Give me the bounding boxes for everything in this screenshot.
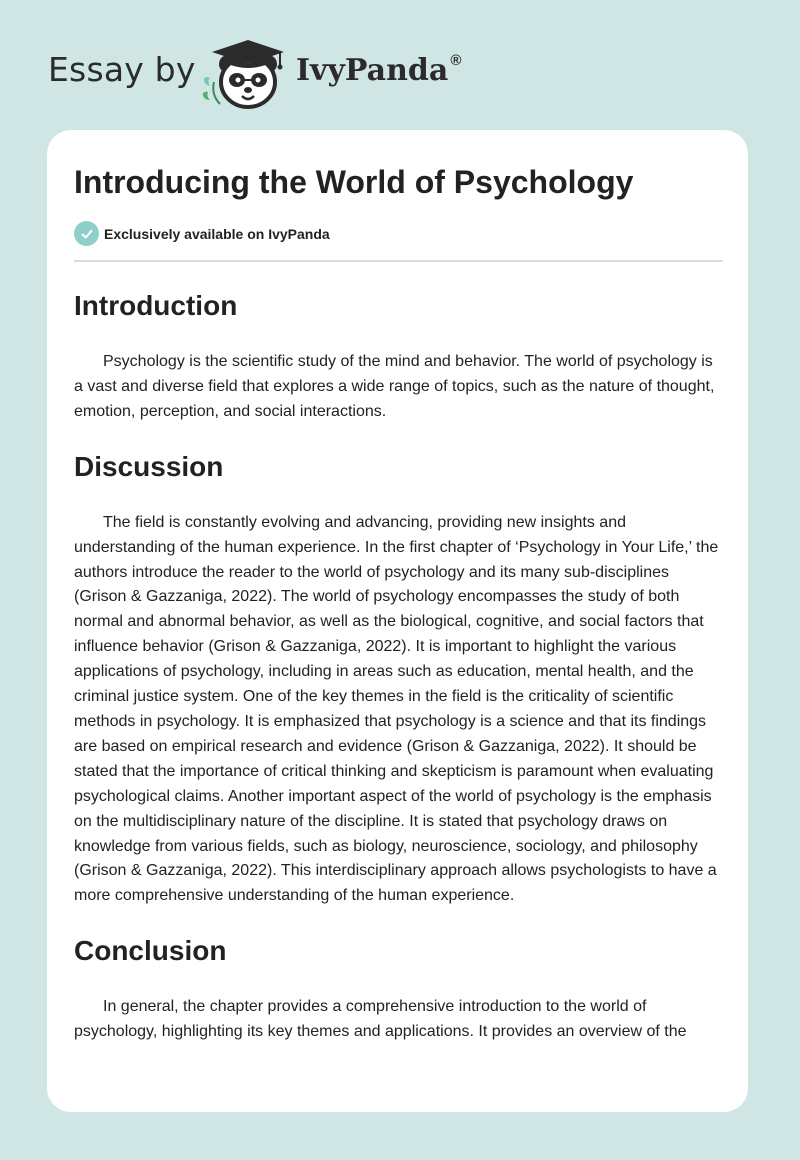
panda-logo-icon[interactable] — [198, 34, 292, 110]
exclusive-badge-label: Exclusively available on IvyPanda — [104, 225, 330, 242]
section-heading: Discussion — [74, 450, 224, 482]
brand-name[interactable]: IvyPanda ® — [296, 52, 462, 88]
exclusive-badge — [74, 221, 330, 246]
section-paragraph: In general, the chapter provides a comprehensive introduction to the world of psychology, highlighting its key themes and applications. It provides an overview of the — [74, 998, 687, 1041]
essay-body — [74, 280, 723, 1045]
section-discussion — [74, 445, 723, 910]
section-heading: Introduction — [74, 290, 238, 321]
site-header — [0, 0, 800, 125]
title-divider — [74, 260, 723, 262]
essay-by-label: Essay by — [48, 50, 196, 89]
checkmark-icon — [74, 221, 99, 246]
essay-card — [47, 130, 748, 1112]
section-paragraph: The field is constantly evolving and advancing, providing new insights and understanding of the human experience. In the first chapter of ‘Psychology in Your Life,’ the authors introduce the reader to the world of psychology and its many sub-disciplines (Grison & Gazzaniga, 2022). The world of psychology encompasses the study of both normal and abnormal behavior, as well as the biological, cognitive, and social factors that influence behavior (Grison & Gazzaniga, 2022). It is important to highlight the various applications of psychology, including in areas such as education, mental health, and the criminal justice system. One of the key themes in the field is the criticality of scientific methods in psychology. It is emphasized that psychology is a science and that its findings are based on empirical research and evidence (Grison & Gazzaniga, 2022). It should be stated that the importance of critical thinking and skepticism is paramount when evaluating psychological claims. Another important aspect of the world of psychology is the emphasis on the multidisciplinary nature of the discipline. It is stated that psychology draws on knowledge from various fields, such as biology, neuroscience, sociology, and philosophy (Grison & Gazzaniga, 2022). This interdisciplinary approach allows psychologists to have a more comprehensive understanding of the human experience. — [74, 513, 719, 905]
registered-mark: ® — [450, 52, 462, 69]
section-conclusion — [74, 929, 723, 1045]
section-introduction — [74, 284, 723, 425]
section-paragraph: Psychology is the scientific study of the mind and behavior. The world of psychology is a vast and diverse field that explores a wide range of topics, such as the nature of thought, emotion, perception, and social interactions. — [74, 353, 715, 420]
section-heading: Conclusion — [74, 935, 227, 967]
essay-title: Introducing the World of Psychology — [74, 164, 634, 200]
